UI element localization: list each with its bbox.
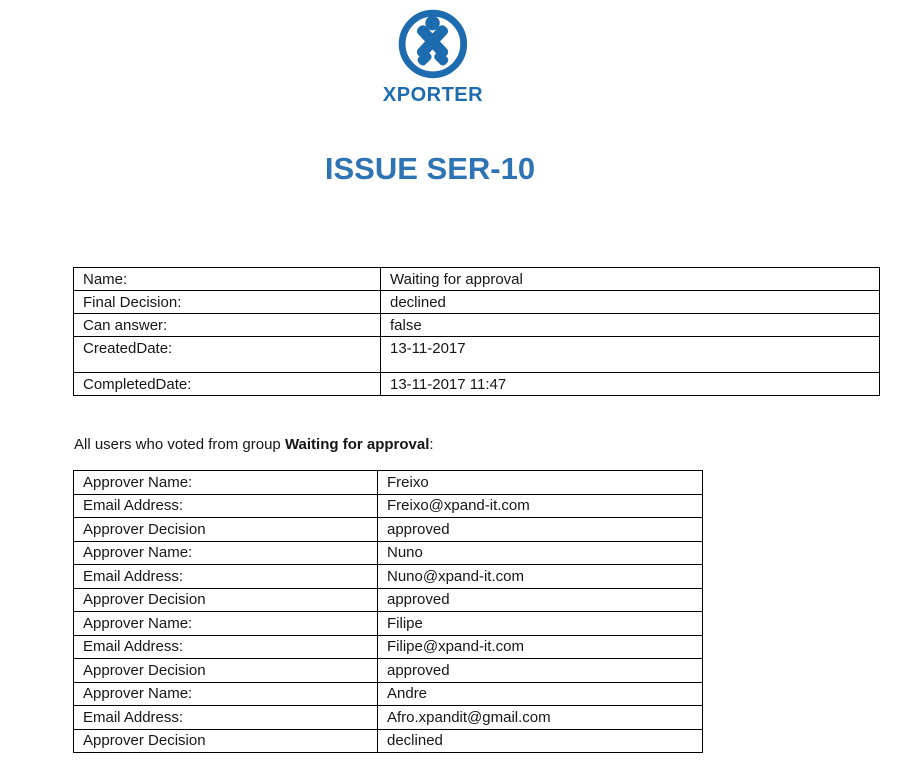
field-label: Email Address: (74, 635, 378, 659)
field-value: Nuno@xpand-it.com (378, 565, 703, 589)
field-value: approved (378, 518, 703, 542)
field-value: Filipe@xpand-it.com (378, 635, 703, 659)
voters-intro-prefix: All users who voted from group (74, 436, 285, 453)
table-row (74, 541, 703, 565)
table-row (74, 729, 703, 753)
field-label: Approver Decision (74, 659, 378, 683)
table-row (74, 706, 703, 730)
voters-intro (74, 436, 434, 453)
table-row (74, 659, 703, 683)
issue-summary-table (73, 267, 880, 396)
page-title: ISSUE SER-10 (324, 151, 536, 186)
brand-label: XPORTER (382, 84, 484, 106)
table-row (74, 268, 880, 291)
field-value: Freixo@xpand-it.com (378, 494, 703, 518)
field-label: Approver Decision (74, 729, 378, 753)
field-label: Approver Decision (74, 518, 378, 542)
field-value: 13-11-2017 11:47 (381, 373, 880, 396)
xporter-logo (383, 6, 483, 107)
table-row (74, 291, 880, 314)
table-row (74, 494, 703, 518)
field-label: Approver Decision (74, 588, 378, 612)
field-label: Approver Name: (74, 471, 378, 495)
field-label: Approver Name: (74, 682, 378, 706)
field-value: approved (378, 659, 703, 683)
field-label: Approver Name: (74, 612, 378, 636)
field-value: Afro.xpandit@gmail.com (378, 706, 703, 730)
field-value: 13-11-2017 (381, 337, 880, 373)
xporter-person-x-icon (395, 6, 471, 82)
field-value: approved (378, 588, 703, 612)
voters-group-name: Waiting for approval (284, 436, 430, 453)
field-label: Email Address: (74, 494, 378, 518)
field-label: CompletedDate: (74, 373, 381, 396)
table-row (74, 682, 703, 706)
table-row (74, 337, 880, 373)
field-value: Freixo (378, 471, 703, 495)
field-label: Name: (74, 268, 381, 291)
table-row (74, 518, 703, 542)
field-value: declined (381, 291, 880, 314)
table-row (74, 373, 880, 396)
field-label: Email Address: (74, 565, 378, 589)
field-label: CreatedDate: (74, 337, 381, 373)
field-value: declined (378, 729, 703, 753)
table-row (74, 565, 703, 589)
table-row (74, 635, 703, 659)
field-label: Email Address: (74, 706, 378, 730)
field-value: Nuno (378, 541, 703, 565)
field-label: Can answer: (74, 314, 381, 337)
table-row (74, 314, 880, 337)
table-row (74, 588, 703, 612)
field-value: Waiting for approval (381, 268, 880, 291)
voters-table (73, 470, 703, 753)
field-label: Final Decision: (74, 291, 381, 314)
voters-intro-suffix: : (429, 436, 434, 453)
field-value: Filipe (378, 612, 703, 636)
field-label: Approver Name: (74, 541, 378, 565)
field-value: false (381, 314, 880, 337)
field-value: Andre (378, 682, 703, 706)
table-row (74, 471, 703, 495)
table-row (74, 612, 703, 636)
